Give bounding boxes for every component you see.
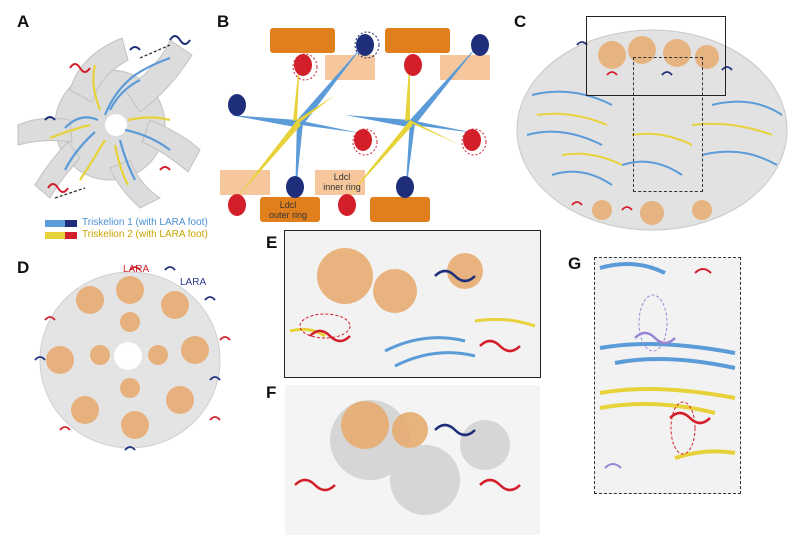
- label-ldcl-inner-ring: Ldcl inner ring: [323, 172, 361, 192]
- panel-f-closeup: [285, 385, 540, 535]
- label-lara-blue: LARA: [180, 277, 207, 288]
- panel-g-closeup: [595, 258, 740, 493]
- panel-label-g: G: [568, 254, 582, 273]
- legend-swatch-tri1-dark: [65, 220, 77, 227]
- label-lara-red: LARA: [123, 264, 150, 275]
- lara-red-right: [480, 341, 520, 351]
- panel-label-b: B: [217, 12, 230, 31]
- panel-label-e: E: [266, 233, 278, 252]
- legend-triskelion-2: Triskelion 2 (with LARA foot): [82, 229, 208, 240]
- legend-swatch-tri1-light: [45, 220, 65, 227]
- blue-helices: [385, 338, 475, 366]
- lara-red-top: [695, 269, 711, 273]
- central-hole: [105, 114, 127, 136]
- panel-d-cage-top-view: [30, 260, 240, 460]
- panel-label-d: D: [17, 258, 30, 277]
- label-ldcl-outer-ring: Ldcl outer ring: [268, 200, 308, 220]
- lara-purple-bottom: [605, 464, 621, 468]
- blue-helices: [600, 264, 735, 368]
- central-hole: [114, 342, 142, 370]
- yellow-helices: [600, 389, 735, 458]
- panel-label-c: C: [514, 12, 527, 31]
- lara-red: [310, 331, 350, 341]
- panel-a-density-map: [10, 20, 210, 215]
- panel-e-closeup: [285, 231, 540, 377]
- legend-triskelion-1: Triskelion 1 (with LARA foot): [82, 217, 208, 228]
- orange-domains: [317, 248, 483, 313]
- panel-label-f: F: [266, 383, 277, 402]
- lara-red: [670, 413, 710, 423]
- legend-swatch-tri2-dark: [65, 232, 77, 239]
- panel-label-a: A: [17, 12, 30, 31]
- legend-swatch-tri2-light: [45, 232, 65, 239]
- panel-c-inset-dashed-box: [633, 57, 703, 192]
